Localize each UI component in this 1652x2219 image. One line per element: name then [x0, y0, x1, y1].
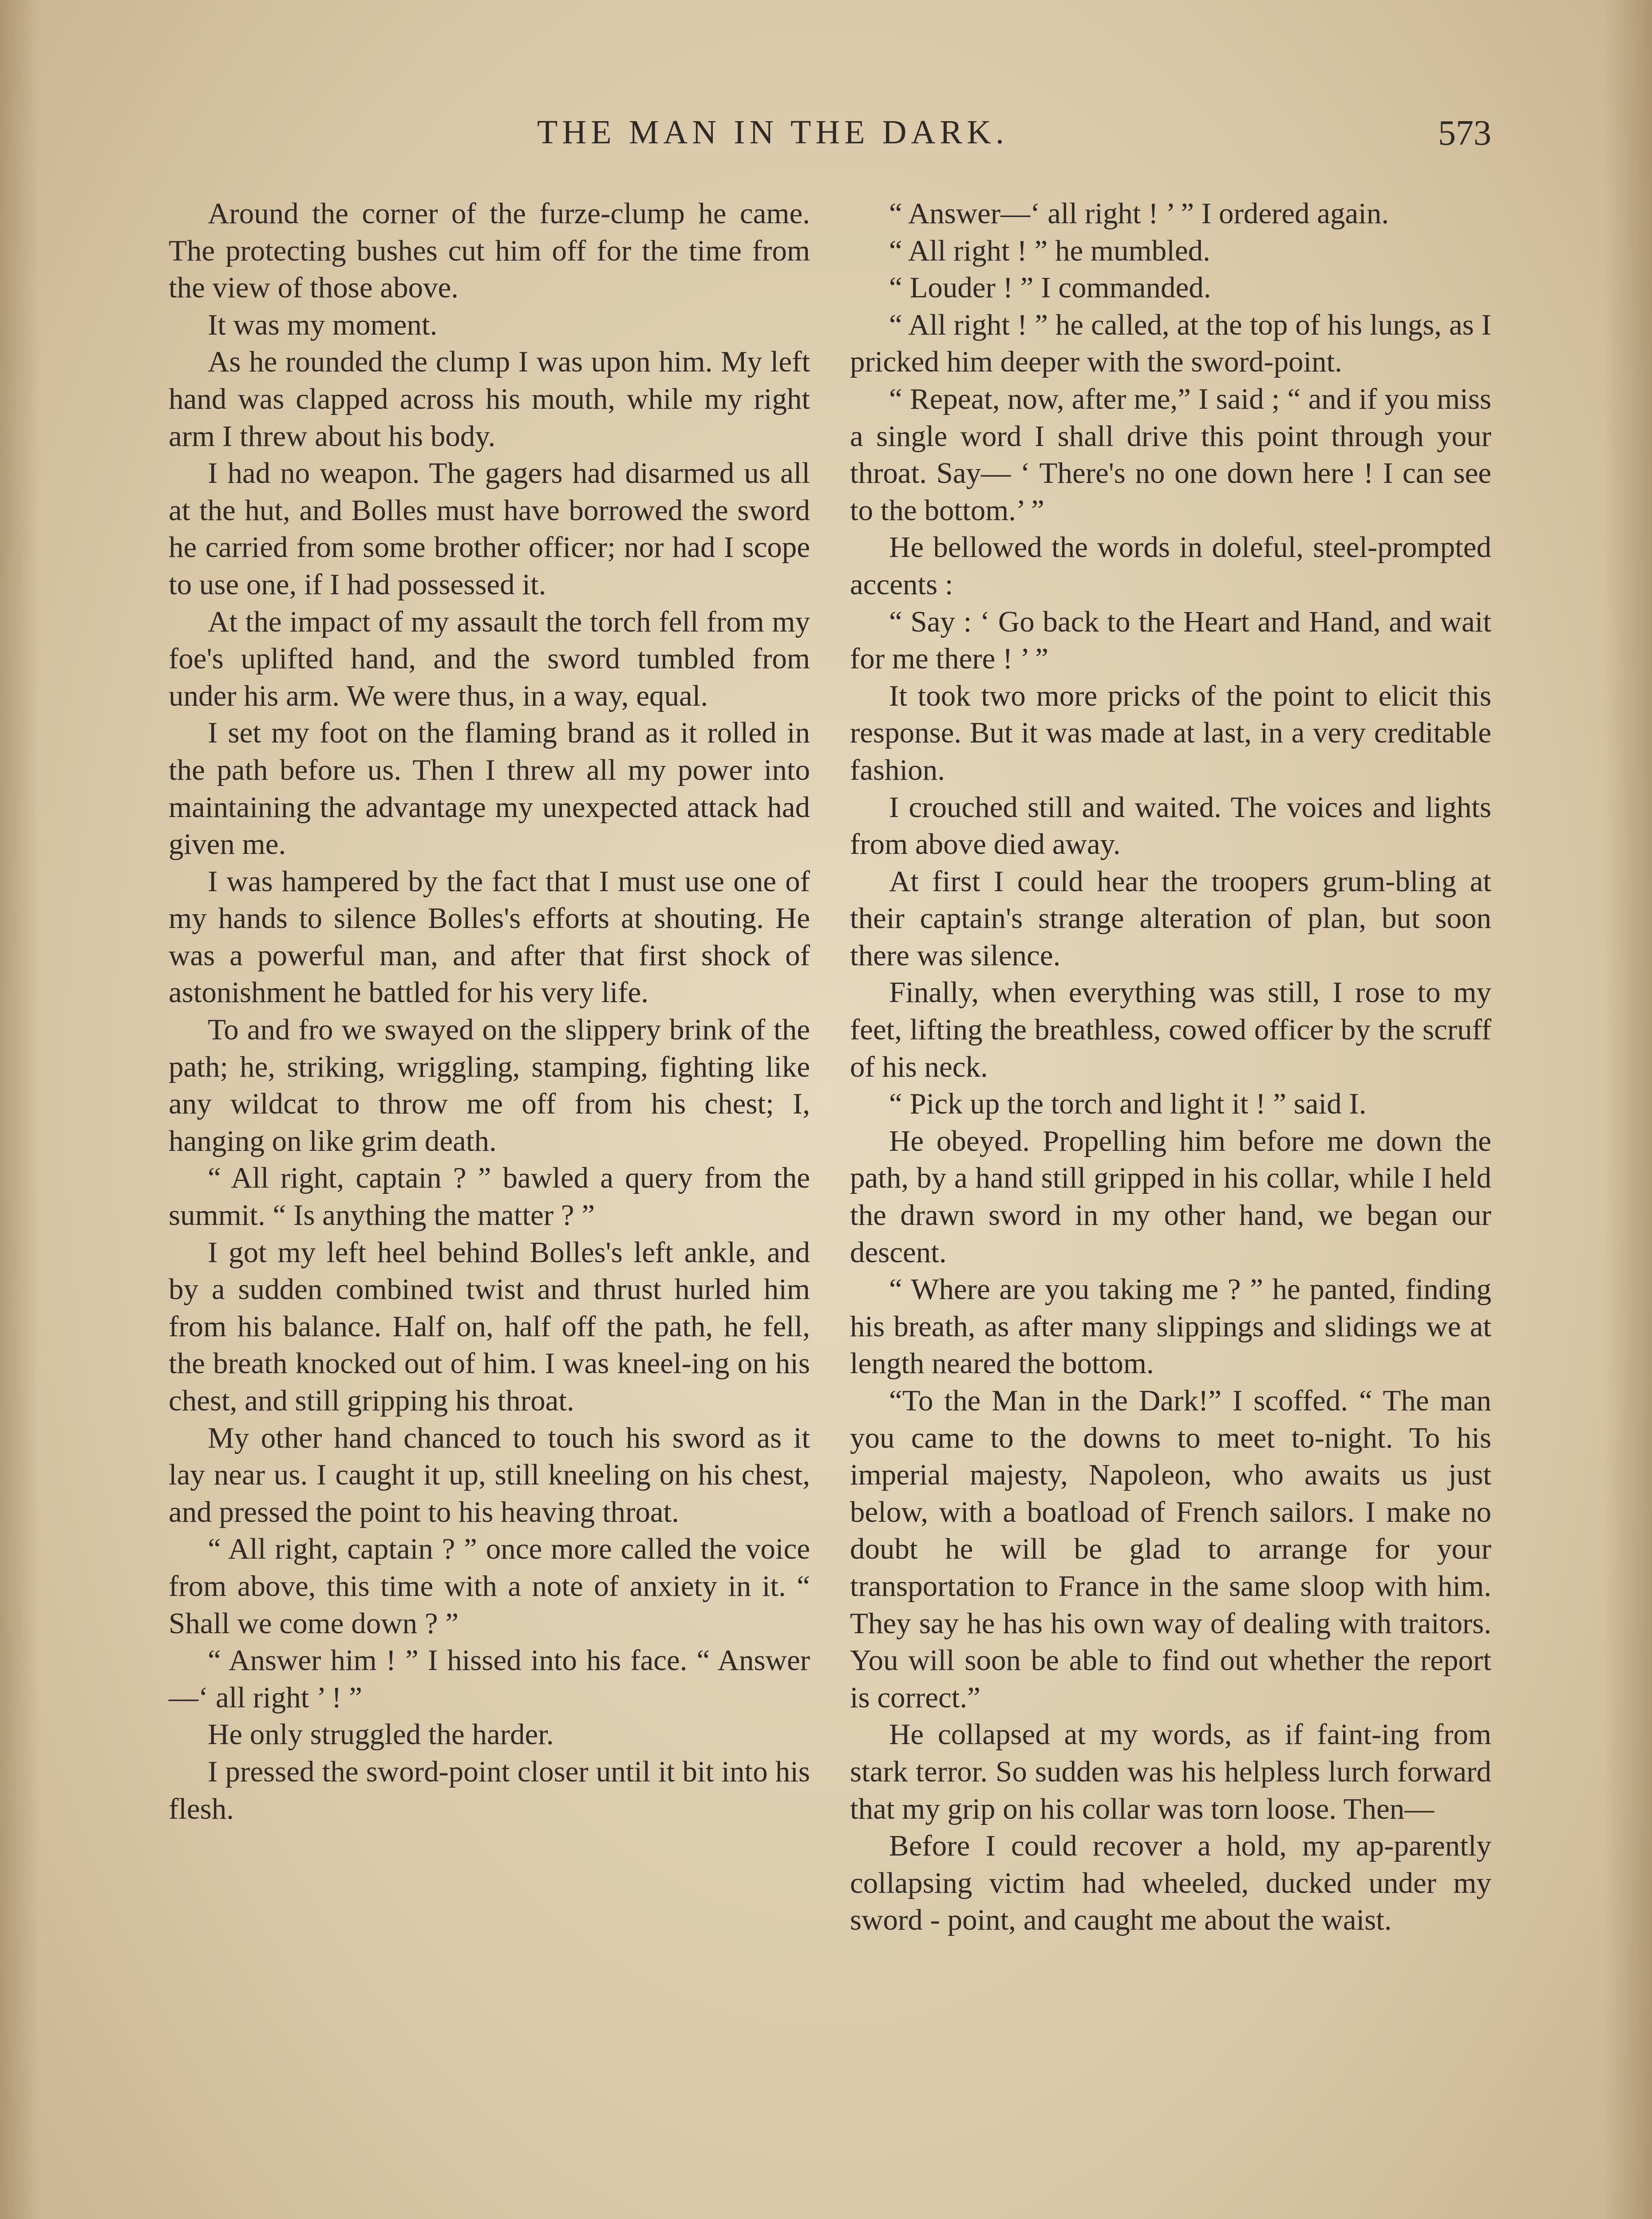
paragraph: “ All right, captain ? ” bawled a query from the summit. “ Is anything the matter ? ” [169, 1161, 810, 1232]
paragraph: To and fro we swayed on the slippery brink of the path; he, striking, wriggling, stamping, fighting like any wildcat to throw me off from his chest; I, hanging on like grim death. [169, 1013, 810, 1157]
running-title: THE MAN IN THE DARK. [537, 114, 1008, 151]
page-header [169, 113, 1491, 162]
paragraph: As he rounded the clump I was upon him. My left hand was clapped across his mouth, while my right arm I threw about his body. [169, 345, 810, 453]
page-edge-shadow-left [0, 0, 40, 2219]
paragraph: He obeyed. Propelling him before me down the path, by a hand still gripped in his collar, while I held the drawn sword in my other hand, we began our descent. [850, 1124, 1491, 1269]
paragraph: He bellowed the words in doleful, steel-prompted accents : [850, 531, 1491, 601]
paragraph: My other hand chanced to touch his sword as it lay near us. I caught it up, still kneeling on his chest, and pressed the point to his heaving throat. [169, 1421, 810, 1528]
paragraph: “ Pick up the torch and light it ! ” said I. [889, 1087, 1367, 1121]
paragraph: “ All right, captain ? ” once more called the voice from above, this time with a note of anxiety in it. “ Shall we come down ? ” [169, 1532, 810, 1640]
paragraph: I crouched still and waited. The voices and lights from above died away. [850, 790, 1491, 861]
paragraph: “To the Man in the Dark!” I scoffed. “ The man you came to the downs to meet to-night. To his imperial majesty, Napoleon, who awaits us just below, with a boatload of French sailors. I make no doubt he will be glad to arrange for your transportation to France in the same sloop with him. They say he has his own way of dealing with traitors. You will soon be able to find out whether the report is correct.” [850, 1384, 1491, 1714]
paragraph: At the impact of my assault the torch fell from my foe's uplifted hand, and the sword tumbled from under his arm. We were thus, in a way, equal. [169, 605, 810, 712]
paragraph: “ Answer—‘ all right ! ’ ” I ordered again. [889, 197, 1389, 230]
paragraph: “ Say : ‘ Go back to the Heart and Hand, and wait for me there ! ’ ” [850, 605, 1491, 675]
text-column-left [169, 195, 810, 1828]
paragraph: At first I could hear the troopers grum-bling at their captain's strange alteration of plan, but soon there was silence. [850, 865, 1491, 972]
text-column-right [850, 195, 1491, 1939]
paragraph: Finally, when everything was still, I rose to my feet, lifting the breathless, cowed officer by the scruff of his neck. [850, 976, 1491, 1083]
paragraph: I pressed the sword-point closer until it bit into his flesh. [169, 1755, 810, 1825]
paragraph: “ Where are you taking me ? ” he panted, finding his breath, as after many slippings and slidings we at length neared the bottom. [850, 1273, 1491, 1380]
paragraph: “ All right ! ” he mumbled. [889, 234, 1210, 267]
page-edge-shadow-right [1603, 0, 1652, 2219]
paragraph: I was hampered by the fact that I must use one of my hands to silence Bolles's efforts at shouting. He was a powerful man, and after that first shock of astonishment he battled for his very life. [169, 865, 810, 1009]
paragraph: Before I could recover a hold, my ap-parently collapsing victim had wheeled, ducked under my sword - point, and caught me about the waist. [850, 1829, 1491, 1937]
paragraph: It was my moment. [208, 308, 438, 341]
paragraph: It took two more pricks of the point to elicit this response. But it was made at last, in a very creditable fashion. [850, 679, 1491, 786]
paragraph: I got my left heel behind Bolles's left ankle, and by a sudden combined twist and thrust hurled him from his balance. Half on, half off the path, he fell, the breath knocked out of him. I was kneel-ing on his chest, and still gripping his throat. [169, 1236, 810, 1417]
paragraph: He collapsed at my words, as if faint-ing from stark terror. So sudden was his helpless lurch forward that my grip on his collar was torn loose. Then— [850, 1718, 1491, 1825]
paragraph: “ Answer him ! ” I hissed into his face. “ Answer—‘ all right ’ ! ” [169, 1644, 810, 1714]
paragraph: “ All right ! ” he called, at the top of his lungs, as I pricked him deeper with the sword-point. [850, 308, 1491, 379]
paragraph: “ Repeat, now, after me,” I said ; “ and if you miss a single word I shall drive this point through your throat. Say— ‘ There's no one down here ! I can see to the bottom.’ ” [850, 382, 1491, 527]
paragraph: I had no weapon. The gagers had disarmed us all at the hut, and Bolles must have borrowed the sword he carried from some brother officer; nor had I scope to use one, if I had possessed it. [169, 457, 810, 601]
paragraph: Around the corner of the furze-clump he came. The protecting bushes cut him off for the time from the view of those above. [169, 197, 810, 304]
paragraph: “ Louder ! ” I commanded. [889, 271, 1211, 304]
page-number: 573 [1438, 114, 1491, 153]
paragraph: I set my foot on the flaming brand as it rolled in the path before us. Then I threw all my power into maintaining the advantage my unexpected attack had given me. [169, 716, 810, 861]
paragraph: He only struggled the harder. [208, 1718, 554, 1751]
